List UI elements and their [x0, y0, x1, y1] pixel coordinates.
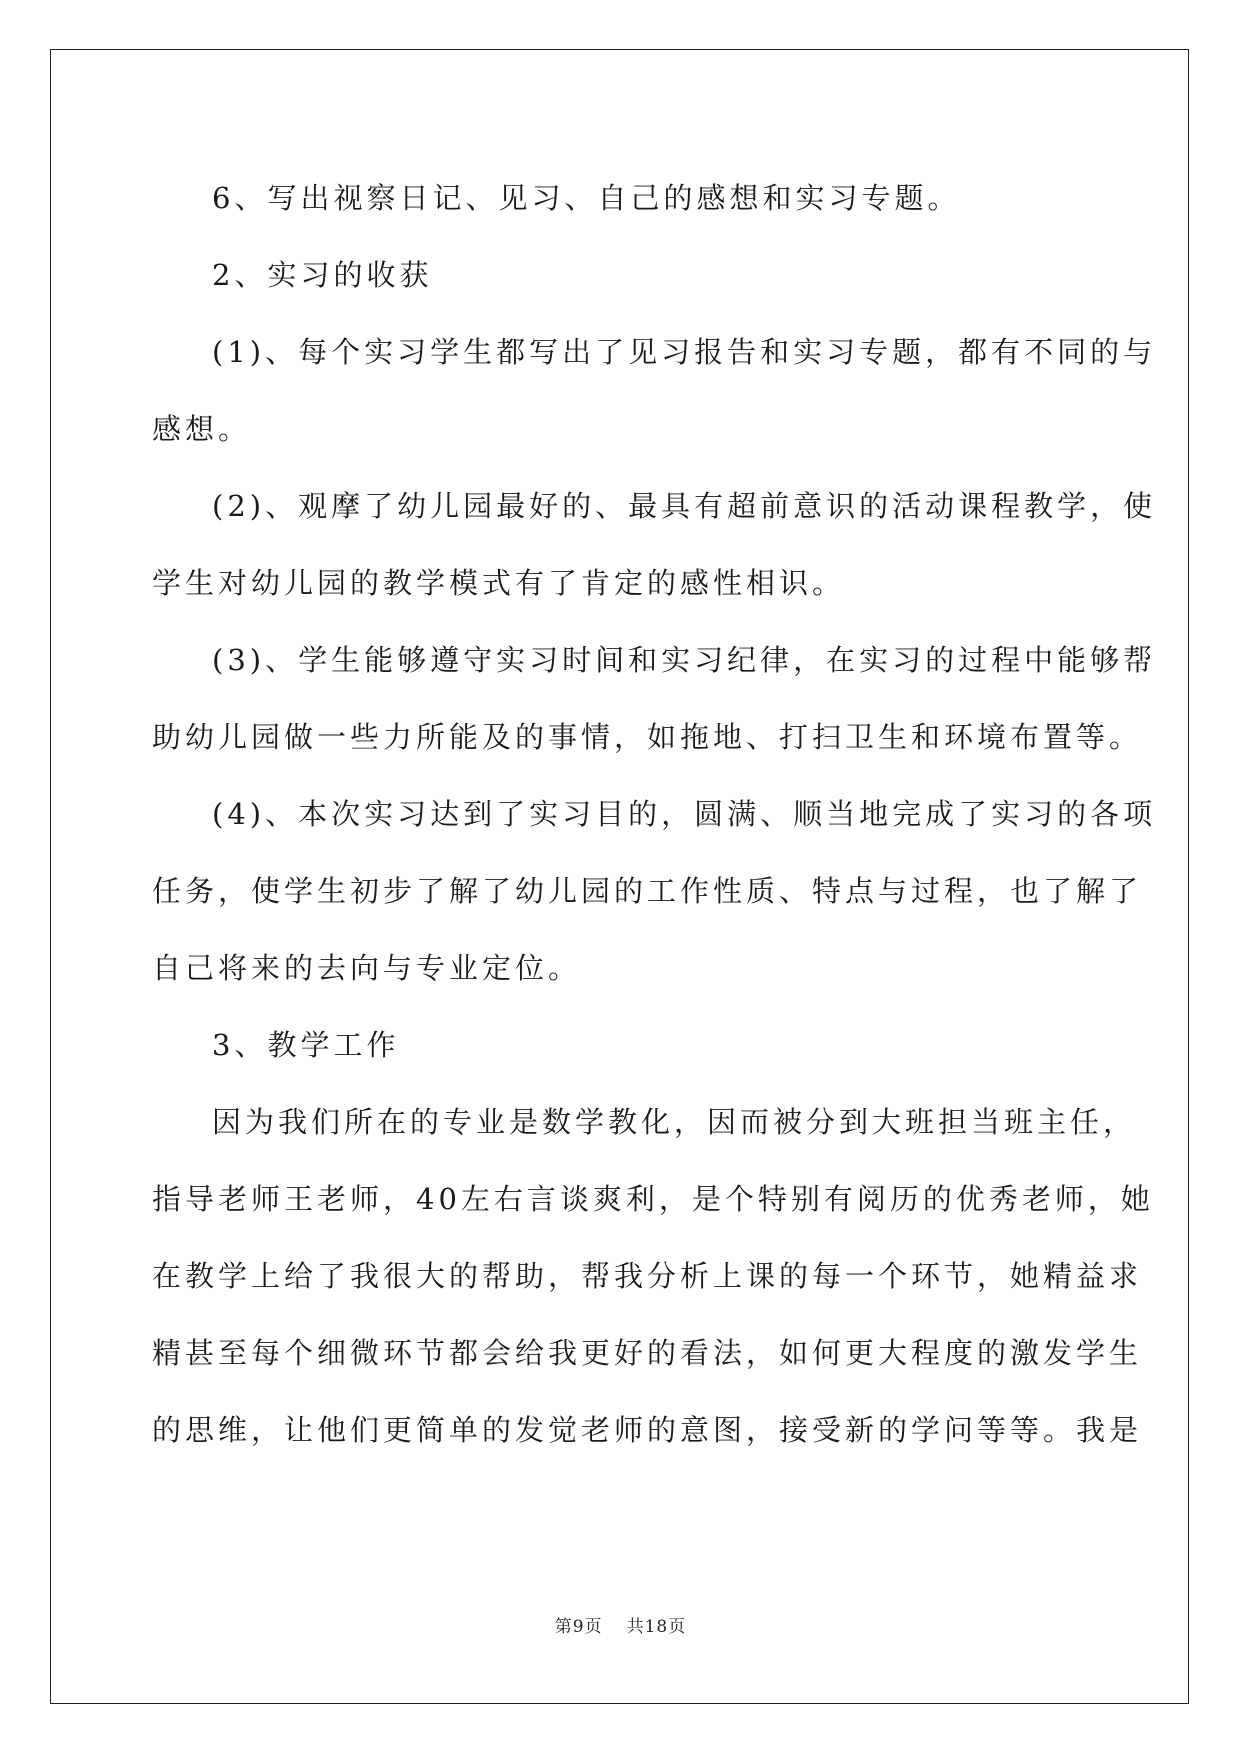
text-line: 的思维，让他们更简单的发觉老师的意图，接受新的学问等等。我是 [152, 1413, 1143, 1447]
body-text [152, 160, 1157, 1469]
page-total: 共18页 [626, 1617, 687, 1637]
text-line: 精甚至每个细微环节都会给我更好的看法，如何更大程度的激发学生 [152, 1336, 1143, 1370]
text-line: (1)、每个实习学生都写出了见习报告和实习专题，都有不同的与 [212, 335, 1157, 369]
text-line: 因为我们所在的专业是数学教化，因而被分到大班担当班主任， [212, 1105, 1137, 1139]
document-body [152, 160, 1157, 1469]
text-line: 指导老师王老师，40左右言谈爽利，是个特别有阅历的优秀老师，她 [152, 1182, 1154, 1216]
text-line: (4)、本次实习达到了实习目的，圆满、顺当地完成了实习的各项 [212, 797, 1157, 831]
text-line: 任务，使学生初步了解了幼儿园的工作性质、特点与过程，也了解了 [152, 874, 1143, 908]
text-line: 学生对幼儿园的教学模式有了肯定的感性相识。 [152, 566, 846, 600]
text-line: 2、实习的收获 [212, 258, 433, 292]
text-line: 助幼儿园做一些力所能及的事情，如拖地、打扫卫生和环境布置等。 [152, 720, 1143, 754]
text-line: 自己将来的去向与专业定位。 [152, 951, 582, 985]
page-number: 第9页 [554, 1617, 603, 1637]
text-line: 在教学上给了我很大的帮助，帮我分析上课的每一个环节，她精益求 [152, 1259, 1143, 1293]
text-line: 感想。 [152, 412, 252, 446]
text-line: 6、写出视察日记、见习、自己的感想和实习专题。 [212, 181, 961, 215]
page-footer [0, 1612, 1241, 1637]
text-line: (2)、观摩了幼儿园最好的、最具有超前意识的活动课程教学，使 [212, 489, 1157, 523]
text-line: (3)、学生能够遵守实习时间和实习纪律，在实习的过程中能够帮 [212, 643, 1157, 677]
text-line: 3、教学工作 [212, 1028, 400, 1062]
